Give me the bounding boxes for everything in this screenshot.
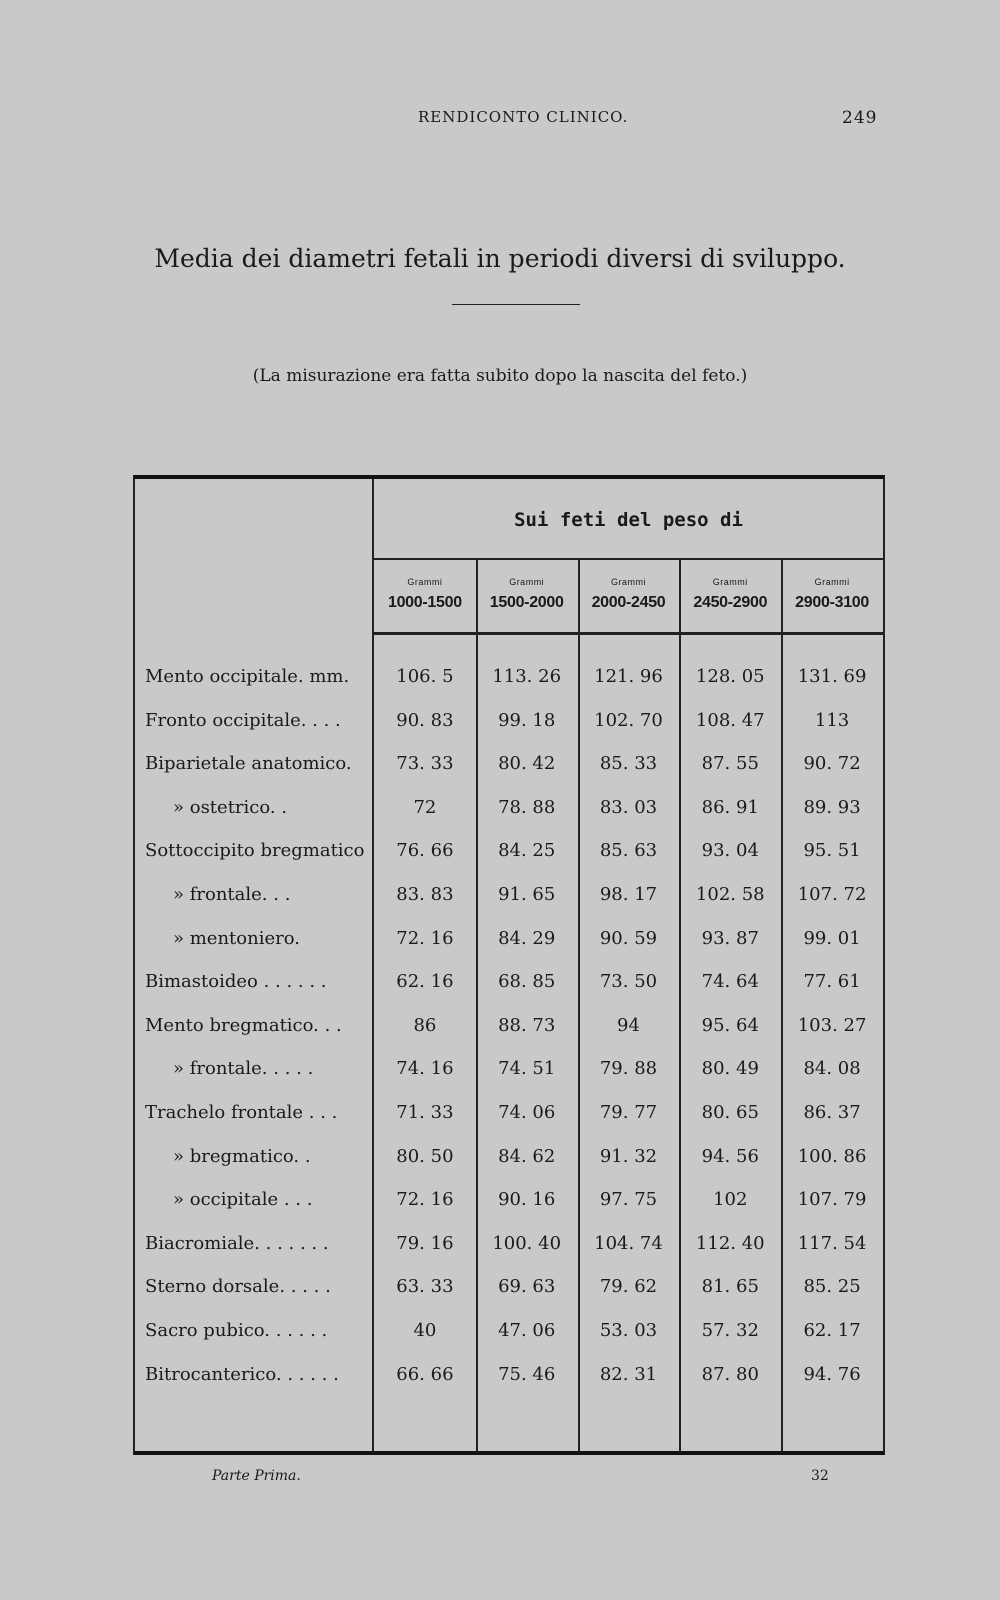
row-label: Trachelo frontale . . . [145, 1102, 338, 1123]
table-cell: 77. 61 [803, 971, 861, 993]
table-cell: 85. 25 [803, 1276, 861, 1298]
table-row [135, 1309, 883, 1353]
row-label: » frontale. . . [173, 884, 291, 905]
table-cell: 66. 66 [396, 1363, 454, 1385]
table-cell: 78. 88 [498, 796, 556, 818]
column-range: 2900-3100 [795, 594, 869, 611]
table-cell: 62. 16 [396, 971, 454, 993]
row-label: Bimastoideo . . . . . . [145, 971, 327, 993]
table-cell: 80. 49 [701, 1058, 759, 1080]
group-header-rule [374, 558, 883, 560]
table-cell: 107. 79 [797, 1189, 867, 1211]
column-header [679, 577, 781, 612]
footer-part: Parte Prima. [212, 1468, 301, 1484]
header-rule [374, 632, 883, 635]
table-cell: 84. 29 [498, 927, 556, 949]
row-label: Sterno dorsale. . . . . [145, 1276, 331, 1298]
table-cell: 98. 17 [599, 884, 658, 905]
table-row [135, 917, 883, 961]
table-cell: 95. 64 [701, 1014, 759, 1036]
column-range: 1500-2000 [489, 594, 564, 611]
data-table [133, 475, 885, 1455]
table-cell: 84. 62 [498, 1145, 556, 1167]
table-cell: 80. 42 [498, 753, 556, 775]
table-cell: 47. 06 [498, 1320, 556, 1341]
table-cell: 113 [814, 709, 850, 731]
table-cell: 82. 31 [599, 1363, 658, 1385]
table-cell: 74. 16 [396, 1058, 454, 1080]
table-cell: 73. 33 [396, 753, 454, 775]
table-row [135, 873, 883, 917]
column-header [578, 577, 680, 612]
column-unit: Grammi [712, 577, 748, 587]
table-cell: 100. 40 [492, 1232, 562, 1254]
column-unit: Grammi [407, 577, 443, 587]
table-cell: 103. 27 [797, 1014, 867, 1036]
table-cell: 94. 76 [803, 1363, 861, 1385]
row-label: » mentoniero. [173, 927, 300, 949]
table-cell: 85. 33 [599, 753, 658, 775]
row-label: Mento occipitale. mm. [145, 666, 350, 687]
table-title: Media dei diametri fetali in periodi diversi di sviluppo. [154, 244, 846, 273]
table-cell: 121. 96 [594, 666, 663, 687]
table-cell: 93. 87 [701, 927, 759, 949]
table-cell: 76. 66 [396, 840, 454, 862]
table-cell: 94 [617, 1014, 640, 1036]
row-label: » frontale. . . . . [173, 1058, 314, 1080]
table-row [135, 960, 883, 1004]
table-cell: 117. 54 [797, 1232, 867, 1254]
table-row [135, 1047, 883, 1091]
footer-signature: 32 [811, 1468, 829, 1484]
table-cell: 106. 5 [396, 666, 454, 687]
table-cell: 95. 51 [803, 840, 861, 862]
row-label: Biacromiale. . . . . . . [145, 1232, 329, 1254]
table-cell: 63. 33 [396, 1276, 454, 1298]
table-cell: 99. 18 [498, 709, 556, 731]
table-cell: 84. 08 [803, 1058, 861, 1080]
table-cell: 90. 72 [803, 753, 861, 775]
table-cell: 89. 93 [803, 796, 861, 818]
table-cell: 74. 64 [701, 971, 759, 993]
table-row [135, 1004, 883, 1048]
table-cell: 107. 72 [797, 884, 867, 905]
title-rule [452, 304, 580, 305]
row-label: Bitrocanterico. . . . . . [145, 1363, 339, 1385]
table-cell: 104. 74 [594, 1232, 663, 1254]
column-unit: Grammi [814, 577, 850, 587]
table-cell: 40 [413, 1320, 437, 1341]
column-range: 2000-2450 [591, 594, 666, 611]
table-cell: 86 [413, 1014, 437, 1036]
table-cell: 80. 65 [701, 1102, 759, 1123]
table-cell: 90. 16 [498, 1189, 556, 1211]
table-cell: 112. 40 [695, 1232, 765, 1254]
table-cell: 69. 63 [498, 1276, 556, 1298]
table-cell: 90. 83 [396, 709, 454, 731]
column-header [781, 577, 883, 612]
table-cell: 85. 63 [599, 840, 658, 862]
table-cell: 93. 04 [701, 840, 759, 862]
row-label: Biparietale anatomico. [145, 753, 352, 775]
table-cell: 94. 56 [701, 1145, 759, 1167]
table-cell: 81. 65 [701, 1276, 759, 1298]
table-cell: 86. 37 [803, 1102, 861, 1123]
column-header [374, 577, 476, 612]
table-cell: 99. 01 [803, 927, 861, 949]
table-cell: 71. 33 [396, 1102, 454, 1123]
table-cell: 131. 69 [797, 666, 867, 687]
table-row [135, 1222, 883, 1266]
table-cell: 102 [713, 1189, 748, 1211]
table-cell: 68. 85 [498, 971, 556, 993]
row-label: » occipitale . . . [173, 1189, 313, 1211]
table-cell: 128. 05 [695, 666, 765, 687]
table-row [135, 699, 883, 743]
row-label: Sacro pubico. . . . . . [145, 1320, 328, 1341]
table-row [135, 655, 883, 699]
table-subtitle: (La misurazione era fatta subito dopo la nascita del feto.) [252, 366, 748, 386]
table-cell: 91. 32 [599, 1145, 658, 1167]
table-cell: 102. 70 [594, 709, 663, 731]
table-cell: 87. 80 [701, 1363, 759, 1385]
table-row [135, 1178, 883, 1222]
table-cell: 79. 88 [599, 1058, 658, 1080]
table-cell: 72. 16 [396, 1189, 454, 1211]
row-label: » ostetrico. . [173, 796, 288, 818]
row-label: » bregmatico. . [173, 1145, 311, 1167]
table-cell: 86. 91 [701, 796, 759, 818]
row-label: Sottoccipito bregmatico [145, 840, 365, 862]
column-header [476, 577, 578, 612]
table-cell: 75. 46 [498, 1363, 556, 1385]
table-cell: 83. 83 [396, 884, 454, 905]
table-cell: 72. 16 [396, 927, 454, 949]
table-row [135, 1135, 883, 1179]
table-row [135, 1265, 883, 1309]
table-cell: 88. 73 [498, 1014, 556, 1036]
column-unit: Grammi [509, 577, 545, 587]
row-label: Fronto occipitale. . . . [145, 709, 341, 731]
table-cell: 113. 26 [492, 666, 562, 687]
table-cell: 100. 86 [797, 1145, 867, 1167]
column-range: 2450-2900 [693, 594, 768, 611]
table-row [135, 786, 883, 830]
table-cell: 79. 62 [599, 1276, 658, 1298]
running-head-title: RENDICONTO CLINICO. [418, 108, 629, 126]
table-cell: 90. 59 [599, 927, 658, 949]
table-cell: 91. 65 [498, 884, 556, 905]
table-cell: 79. 77 [599, 1102, 658, 1123]
column-range: 1000-1500 [387, 594, 462, 611]
table-cell: 53. 03 [599, 1320, 658, 1341]
table-cell: 79. 16 [396, 1232, 454, 1254]
table-cell: 72 [413, 796, 437, 818]
table-cell: 73. 50 [599, 971, 658, 993]
table-row [135, 742, 883, 786]
table-cell: 108. 47 [695, 709, 765, 731]
table-cell: 97. 75 [599, 1189, 658, 1211]
table-row [135, 829, 883, 873]
table-cell: 102. 58 [695, 884, 765, 905]
table-cell: 84. 25 [498, 840, 556, 862]
table-cell: 87. 55 [701, 753, 759, 775]
group-header: Sui feti del peso di [514, 509, 743, 531]
table-cell: 74. 51 [498, 1058, 556, 1080]
table-cell: 83. 03 [599, 796, 658, 818]
table-row [135, 1091, 883, 1135]
table-cell: 74. 06 [498, 1102, 556, 1123]
table-row [135, 1353, 883, 1397]
row-label: Mento bregmatico. . . [145, 1014, 342, 1036]
page-number: 249 [842, 108, 878, 128]
table-cell: 57. 32 [701, 1320, 759, 1341]
column-unit: Grammi [610, 577, 646, 587]
table-cell: 80. 50 [396, 1145, 454, 1167]
table-cell: 62. 17 [803, 1320, 861, 1341]
